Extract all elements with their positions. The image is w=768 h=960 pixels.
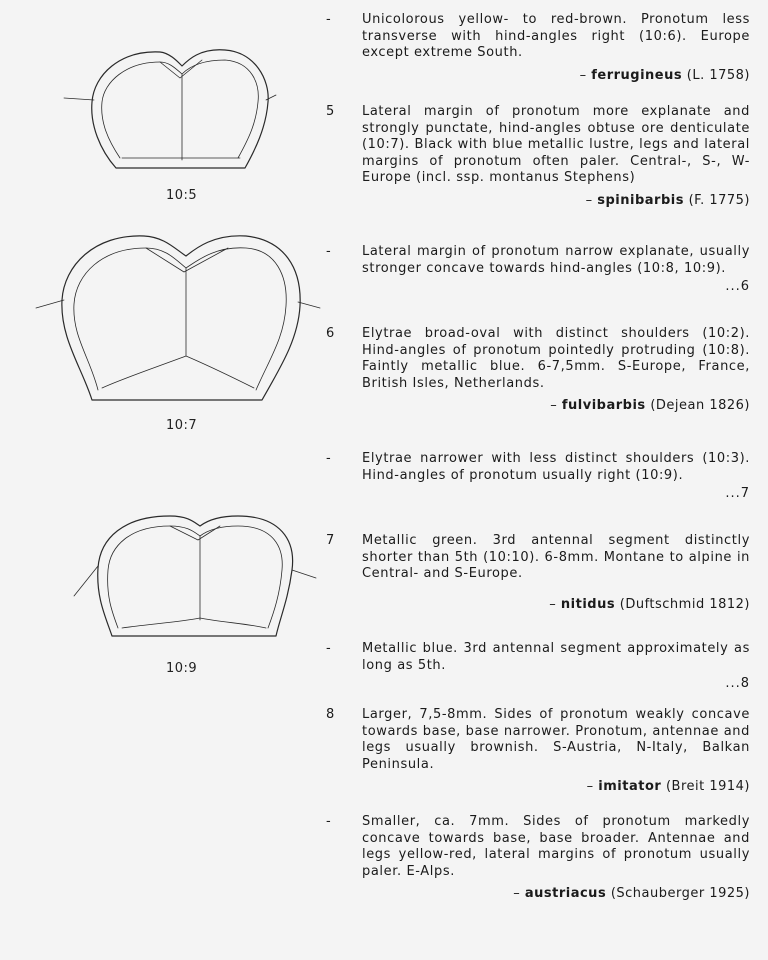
- species-name: austriacus: [524, 886, 607, 901]
- species-name: imitator: [598, 779, 662, 794]
- species-line: – nitidus (Duftschmid 1812): [549, 596, 750, 612]
- couplet-number: 7: [326, 533, 335, 548]
- couplet-number: -: [326, 814, 331, 829]
- key-entry: [326, 814, 750, 901]
- couplet-text: Lateral margin of pronotum narrow explanate, usually stronger concave towards hind-angles (10:8, 10:9).: [362, 244, 750, 276]
- key-entry: [326, 533, 750, 612]
- couplet-text: Metallic green. 3rd antennal segment distinctly shorter than 5th (10:10). 6-8mm. Montane to alpine in Central- and S-Europe.: [362, 533, 750, 581]
- species-line: – austriacus (Schauberger 1925): [513, 886, 750, 901]
- couplet-text: Larger, 7,5-8mm. Sides of pronotum weakly concave towards base, base narrower. Pronotum, antennae and legs usually brownish. S-Austria, N-Italy, Balkan Peninsula.: [362, 707, 750, 772]
- species-name: nitidus: [560, 596, 616, 612]
- couplet-text: Unicolorous yellow- to red-brown. Pronotum less transverse with hind-angles right (10:6). Europe except extreme South.: [362, 12, 750, 60]
- key-entry: [326, 707, 750, 794]
- figure-label-10-5: 10:5: [166, 188, 198, 203]
- pronotum-10-9-drawing: [70, 508, 320, 643]
- species-line: – fulvibarbis (Dejean 1826): [550, 398, 750, 413]
- couplet-text: Metallic blue. 3rd antennal segment approximately as long as 5th.: [362, 641, 750, 673]
- figure-10-7: [34, 228, 324, 413]
- species-line: – spinibarbis (F. 1775): [585, 192, 750, 208]
- lead-reference: ...6: [725, 279, 750, 294]
- couplet-number: 8: [326, 707, 335, 722]
- couplet-number: -: [326, 12, 331, 27]
- couplet-text: Elytrae narrower with less distinct shoulders (10:3). Hind-angles of pronotum usually right (10:9).: [362, 451, 750, 483]
- couplet-number: -: [326, 641, 331, 656]
- key-entry: [326, 244, 750, 294]
- couplet-number: 6: [326, 326, 335, 341]
- key-entry: [326, 12, 750, 83]
- species-author: (Schauberger 1925): [610, 886, 750, 901]
- couplet-number: 5: [326, 104, 335, 119]
- figure-10-5: [60, 40, 280, 175]
- pronotum-10-7-drawing: [34, 228, 324, 413]
- couplet-number: -: [326, 451, 331, 466]
- species-line: – imitator (Breit 1914): [586, 779, 750, 794]
- lead-reference: ...7: [725, 486, 750, 501]
- couplet-text: Elytrae broad-oval with distinct shoulders (10:2). Hind-angles of pronotum pointedly protruding (10:8). Faintly metallic blue. 6-7,5mm. S-Europe, France, British Isles, Netherlands.: [362, 326, 750, 391]
- lead-reference: ...8: [725, 676, 750, 691]
- species-author: (Breit 1914): [665, 779, 750, 794]
- key-entry: [326, 451, 750, 501]
- figure-label-10-7: 10:7: [166, 418, 198, 433]
- couplet-text: Lateral margin of pronotum more explanate and strongly punctate, hind-angles obtuse ore denticulate (10:7). Black with blue metallic lustre, legs and lateral margins of pronotum often paler. Central-, S-, W-Europe (incl. ssp. montanus Stephens): [362, 104, 750, 185]
- figure-label-10-9: 10:9: [166, 661, 198, 676]
- species-name: fulvibarbis: [561, 398, 646, 413]
- key-entry: [326, 326, 750, 413]
- species-name: spinibarbis: [597, 192, 684, 208]
- species-author: (F. 1775): [688, 192, 750, 208]
- pronotum-10-5-drawing: [60, 40, 280, 175]
- species-author: (Dejean 1826): [650, 398, 750, 413]
- figure-10-9: [70, 508, 320, 643]
- couplet-text: Smaller, ca. 7mm. Sides of pronotum markedly concave towards base, base broader. Antennae and legs yellow-red, lateral margins of pronotum usually paler. E-Alps.: [362, 814, 750, 879]
- couplet-number: -: [326, 244, 331, 259]
- species-name: ferrugineus: [591, 67, 683, 83]
- species-line: – ferrugineus (L. 1758): [579, 67, 750, 83]
- species-author: (Duftschmid 1812): [619, 596, 750, 612]
- key-entry: [326, 641, 750, 691]
- species-author: (L. 1758): [686, 67, 750, 83]
- key-entry: [326, 104, 750, 208]
